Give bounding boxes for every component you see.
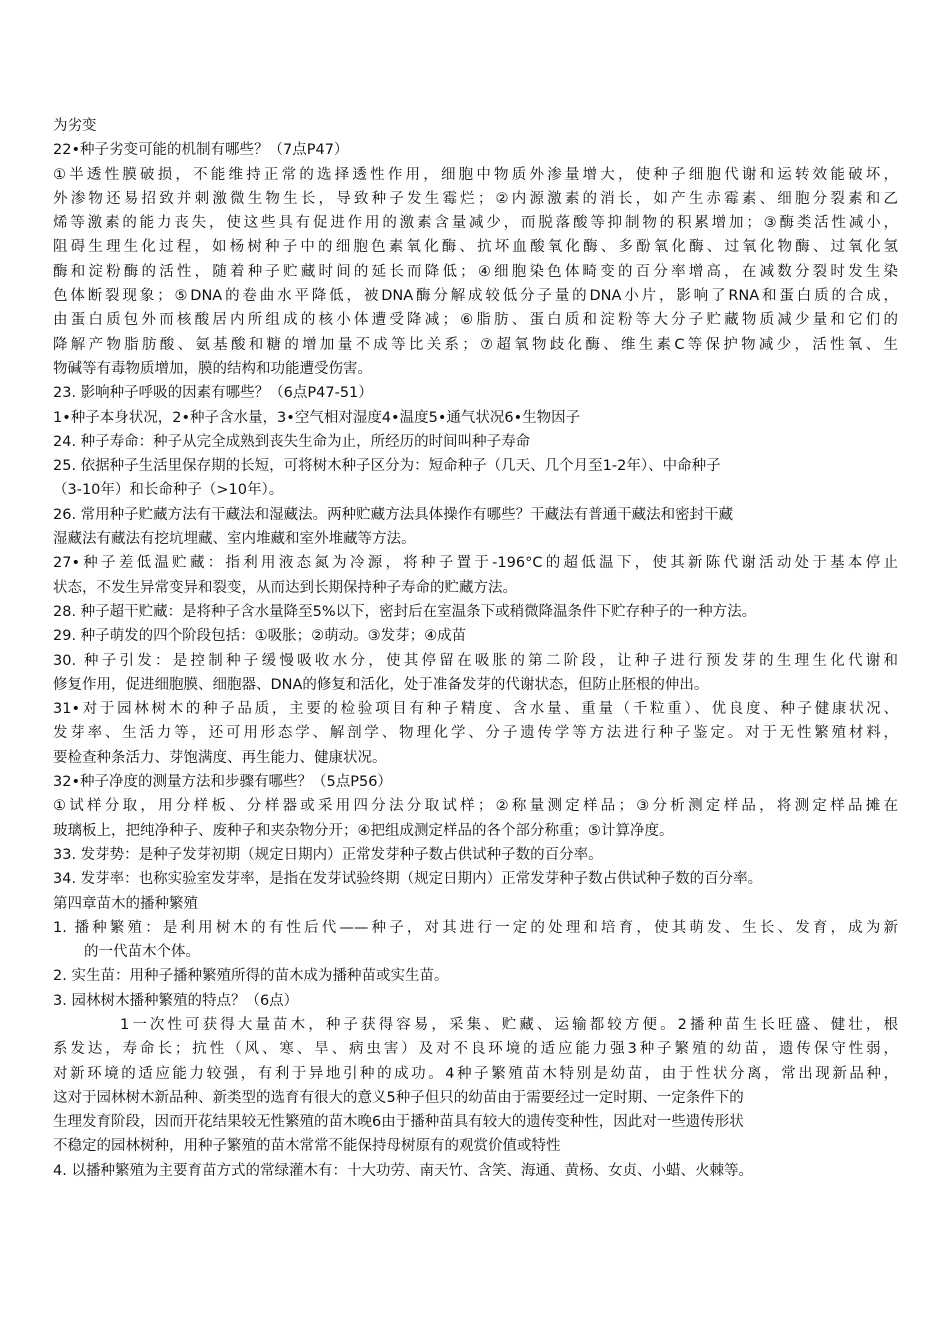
text-line: 由蛋白质包外而核酸居内所组成的核小体遭受降减；⑥脂肪、蛋白质和淀粉等大分子贮藏物质减少量和它们的 [53,312,898,329]
text-line: 24. 种子寿命：种子从完全成熟到丧失生命为止，所经历的时间叫种子寿命 [53,433,531,450]
text-line: 发芽率、生活力等，还可用形态学、解剖学、物理化学、分子遗传学等方法进行种子鉴定。对于无性繁殖材料， [53,725,898,742]
text-line: 31•对于园林树木的种子品质，主要的检验项目有种子精度、含水量、重量（千粒重）、优良度、种子健康状况、 [53,701,898,718]
text-line: （3-10年）和长命种子（>10年）。 [53,482,284,499]
text-line: 湿藏法有藏法有挖坑埋藏、室内堆藏和室外堆藏等方法。 [53,531,416,548]
text-line: 34. 发芽率：也称实验室发芽率，是指在发芽试验终期（规定日期内）正常发芽种子数占供试种子数的百分率。 [53,871,763,888]
text-line: 酶和淀粉酶的活性，随着种子贮藏时间的延长而降低；④细胞染色体畸变的百分率增高，在减数分裂时发生染 [53,263,898,280]
text-line: 1. 播种繁殖：是利用树木的有性后代——种子，对其进行一定的处理和培育，使其萌发、生长、发育，成为新 [53,919,898,936]
text-line: 不稳定的园林树种，用种子繁殖的苗木常常不能保持母树原有的观赏价值或特性 [53,1138,561,1155]
text-line: 2. 实生苗：用种子播种繁殖所得的苗木成为播种苗或实生苗。 [53,968,449,985]
text-line: 的一代苗木个体。 [84,944,200,961]
text-line: 降解产物脂肪酸、氨基酸和糖的增加量不成等比关系；⑦超氧物歧化酶、维生素C等保护物减少，活性氧、生 [53,336,898,353]
text-line: ①试样分取，用分样板、分样器或采用四分法分取试样；②称量测定样品；③分析测定样品，将测定样品摊在 [53,798,898,815]
text-line: 25. 依据种子生活里保存期的长短，可将树木种子区分为：短命种子（几天、几个月至1-2年）、中命种子 [53,458,721,475]
text-line: 系发达，寿命长；抗性（风、寒、旱、病虫害）及对不良环境的适应能力强3种子繁殖的幼苗，遗传保守性弱， [53,1041,898,1058]
text-line: 29. 种子萌发的四个阶段包括：①吸胀；②萌动。③发芽；④成苗 [53,628,467,645]
text-line: 物碱等有毒物质增加，膜的结构和功能遭受伤害。 [53,360,372,377]
text-line: 33. 发芽势：是种子发芽初期（规定日期内）正常发芽种子数占供试种子数的百分率。 [53,846,603,863]
text-line: 26. 常用种子贮藏方法有干藏法和湿藏法。两种贮藏方法具体操作有哪些？干藏法有普通干藏法和密封干藏 [53,506,734,523]
text-line: 27•种子差低温贮藏：指利用液态氮为冷源，将种子置于-196°C的超低温下，使其新陈代谢活动处于基本停止 [53,555,898,572]
text-line: 阻碍生理生化过程，如杨树种子中的细胞色素氧化酶、抗坏血酸氧化酶、多酚氧化酶、过氧化物酶、过氧化氢 [53,239,898,256]
text-line: 修复作用，促进细胞膜、细胞器、DNA的修复和活化，处于准备发芽的代谢状态，但防止胚根的伸出。 [53,676,709,693]
text-line: 30. 种子引发：是控制种子缓慢吸收水分，使其停留在吸胀的第二阶段，让种子进行预发芽的生理生化代谢和 [53,652,898,669]
document-page [53,114,898,1183]
text-line: 4. 以播种繁殖为主要育苗方式的常绿灌木有：十大功劳、南天竹、含笑、海通、黄杨、女贞、小蜡、火棘等。 [53,1162,753,1179]
question-heading: 3. 园林树木播种繁殖的特点？（6点） [53,992,299,1009]
text-line: 1一次性可获得大量苗木，种子获得容易，采集、贮藏、运输都较方便。2播种苗生长旺盛、健壮，根 [120,1016,898,1033]
text-line: 为劣变 [53,118,97,134]
question-heading: 32•种子净度的测量方法和步骤有哪些？（5点P56） [53,774,392,791]
question-heading: 22•种子劣变可能的机制有哪些？（7点P47） [53,142,349,159]
text-line: 要检查种条活力、芽饱满度、再生能力、健康状况。 [53,749,387,766]
text-line: 状态，不发生异常变异和裂变，从而达到长期保持种子寿命的贮藏方法。 [53,579,517,596]
text-line: 玻璃板上，把纯净种子、废种子和夹杂物分开；④把组成测定样品的各个部分称重；⑤计算净度。 [53,822,674,839]
text-line: 色体断裂现象；⑤DNA的卷曲水平降低，被DNA酶分解成较低分子量的DNA小片，影响了RNA和蛋白质的合成， [53,288,898,305]
text-line: 对新环境的适应能力较强，有利于异地引种的成功。4种子繁殖苗木特别是幼苗，由于性状分离，常出现新品种， [53,1065,898,1082]
text-line: 28. 种子超干贮藏：是将种子含水量降至5%以下，密封后在室温条下或稍微降温条件下贮存种子的一种方法。 [53,603,757,620]
text-line: 这对于园林树木新品种、新类型的选育有很大的意义5种子但只的幼苗由于需要经过一定时期、一定条件下的 [53,1089,744,1106]
text-line: 生理发育阶段，因而开花结果较无性繁殖的苗木晚6由于播种苗具有较大的遗传变种性，因此对一些遗传形状 [53,1114,744,1131]
text-line: 烯等激素的能力丧失，使这些具有促进作用的激素含量减少，而脱落酸等抑制物的积累增加；③酶类活性减小， [53,215,898,232]
text-line: 1•种子本身状况，2•种子含水量，3•空气相对湿度4•温度5•通气状况6•生物因子 [53,409,581,426]
text-line: ①半透性膜破损，不能维持正常的选择透性作用，细胞中物质外渗量增大，使种子细胞代谢和运转效能破坏， [53,166,898,183]
question-heading: 23. 影响种子呼吸的因素有哪些？（6点P47-51） [53,385,373,402]
chapter-heading: 第四章苗木的播种繁殖 [53,895,198,912]
text-line: 外渗物还易招致并刺激微生物生长，导致种子发生霉烂；②内源激素的消长，如产生赤霉素、细胞分裂素和乙 [53,190,898,207]
